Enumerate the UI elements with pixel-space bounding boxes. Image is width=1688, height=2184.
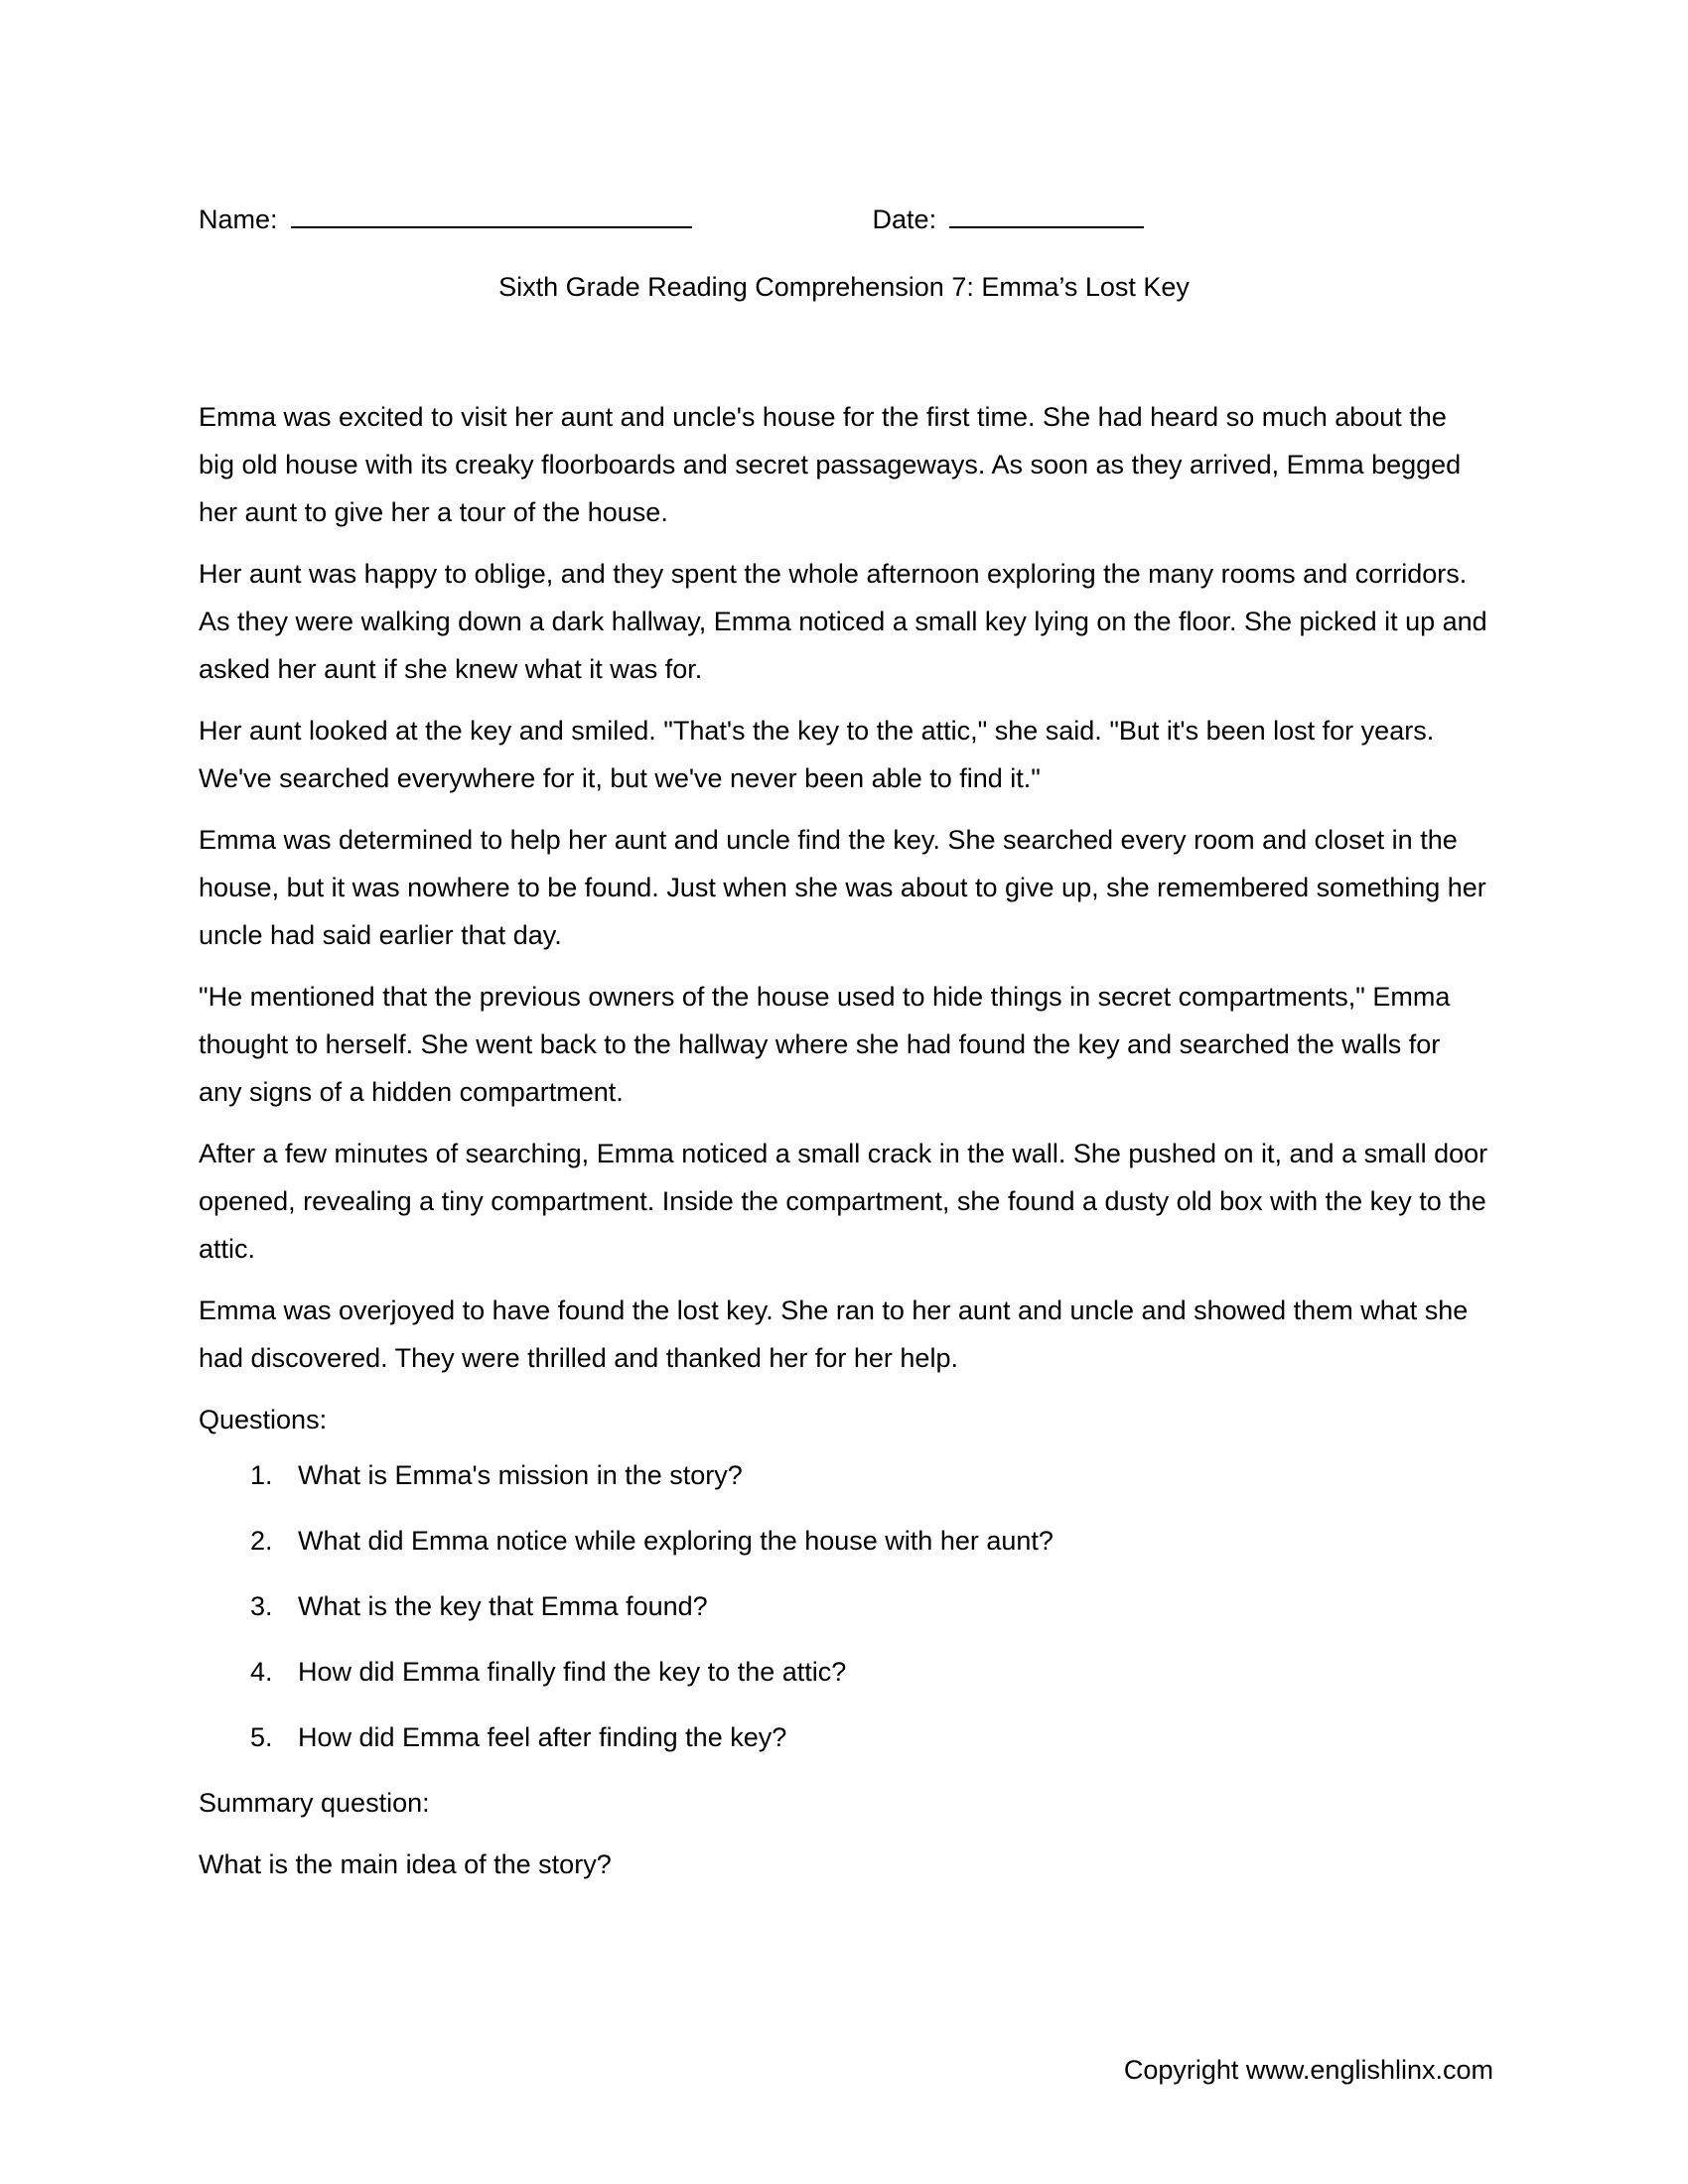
question-text: What did Emma notice while exploring the house with her aunt? (298, 1526, 1054, 1556)
header-row (199, 199, 1489, 238)
question-number: 2. (250, 1526, 273, 1556)
name-blank-line (291, 199, 692, 228)
questions-heading: Questions: (199, 1405, 328, 1434)
story-paragraph: "He mentioned that the previous owners of the house used to hide things in secret compartments," Emma thought to herself. She went back to the hallway where she had found the key and searched the walls for any signs of a hidden compartment. (199, 982, 1451, 1107)
name-label: Name: (199, 205, 278, 234)
question-item (250, 1451, 1489, 1499)
question-text: How did Emma feel after finding the key? (298, 1722, 787, 1752)
date-blank-line (949, 199, 1144, 228)
question-text: How did Emma finally find the key to the attic? (298, 1657, 847, 1687)
story-paragraph: Emma was excited to visit her aunt and uncle's house for the first time. She had heard so much about the big old house with its creaky floorboards and secret passageways. As soon as they arrived, Emma begged her aunt to give her a tour of the house. (199, 402, 1462, 527)
question-number: 4. (250, 1657, 273, 1687)
summary-heading: Summary question: (199, 1788, 430, 1818)
question-item (250, 1713, 1489, 1761)
question-item (250, 1582, 1489, 1630)
questions-list (199, 1451, 1489, 1761)
question-text: What is Emma's mission in the story? (298, 1460, 743, 1490)
question-number: 5. (250, 1722, 273, 1752)
story-paragraph: Emma was determined to help her aunt and uncle find the key. She searched every room and closet in the house, but it was nowhere to be found. Just when she was about to give up, she remembered something her uncle had said earlier that day. (199, 825, 1486, 950)
copyright-text: Copyright www.englishlinx.com (1123, 2055, 1493, 2085)
question-number: 3. (250, 1591, 273, 1621)
story-body (199, 393, 1489, 1382)
question-item (250, 1648, 1489, 1696)
story-paragraph: Her aunt looked at the key and smiled. "That's the key to the attic," she said. "But it's been lost for years. We've searched everywhere for it, but we've never been able to find it." (199, 716, 1435, 793)
story-paragraph: After a few minutes of searching, Emma noticed a small crack in the wall. She pushed on it, and a small door opened, revealing a tiny compartment. Inside the compartment, she found a dusty old box with the key to the attic. (199, 1139, 1488, 1264)
story-paragraph: Emma was overjoyed to have found the lost key. She ran to her aunt and uncle and showed them what she had discovered. They were thrilled and thanked her for her help. (199, 1296, 1469, 1373)
question-text: What is the key that Emma found? (298, 1591, 708, 1621)
worksheet-title: Sixth Grade Reading Comprehension 7: Emma’s Lost Key (498, 272, 1190, 302)
story-paragraph: Her aunt was happy to oblige, and they spent the whole afternoon exploring the many rooms and corridors. As they were walking down a dark hallway, Emma noticed a small key lying on the floor. She picked it up and asked her aunt if she knew what it was for. (199, 559, 1487, 684)
question-number: 1. (250, 1460, 273, 1490)
date-label: Date: (872, 205, 937, 234)
summary-question: What is the main idea of the story? (199, 1849, 612, 1879)
question-item (250, 1517, 1489, 1565)
